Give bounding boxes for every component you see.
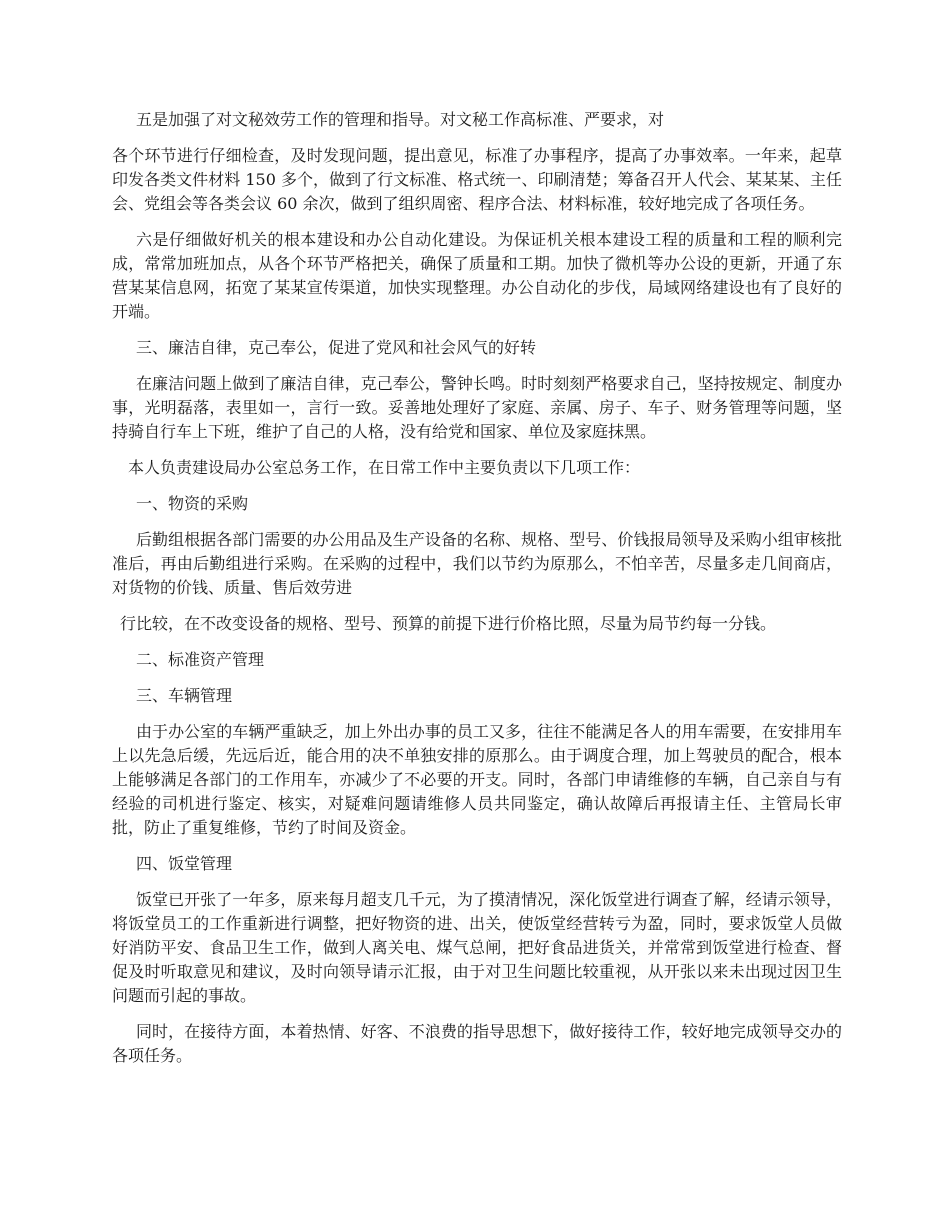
paragraph-reception: 同时，在接待方面，本着热情、好客、不浪费的指导思想下，做好接待工作，较好地完成领导交办的各项任务。 — [112, 1022, 842, 1065]
document-page — [112, 108, 842, 1080]
paragraph-office-automation: 六是仔细做好机关的根本建设和办公自动化建设。为保证机关根本建设工程的质量和工程的顺利完成，常常加班加点，从各个环节严格把关，确保了质量和工期。加快了微机等办公设的更新，开通了东营某某信息网，拓宽了某某宣传渠道，加快实现整理。办公自动化的步伐，局域网络建设也有了良好的开端。 — [112, 230, 842, 321]
paragraph-procurement: 后勤组根据各部门需要的办公用品及生产设备的名称、规格、型号、价钱报局领导及采购小组审核批准后，再由后勤组进行采购。在采购的过程中，我们以节约为原那么，不怕辛苦，尽量多走几间商店，对货物的价钱、质量、售后效劳进 — [112, 530, 842, 597]
paragraph-secretarial-details: 各个环节进行仔细检查，及时发现问题，提出意见，标准了办事程序，提高了办事效率。一年来，起草印发各类文件材料 150 多个，做到了行文标准、格式统一、印刷清楚；筹备召开人代会、某某某、主任会、党组会等各类会议 60 余次，做到了组织周密、程序合法、材料标准，较好地完成了各项任务。 — [112, 146, 842, 213]
paragraph-canteen-management: 饭堂已开张了一年多，原来每月超支几千元，为了摸清情况，深化饭堂进行调查了解，经请示领导，将饭堂员工的工作重新进行调整，把好物资的进、出关，使饭堂经营转亏为盈，同时，要求饭堂人员做好消防平安、食品卫生工作，做到人离关电、煤气总闸，把好食品进货关，并常常到饭堂进行检查、督促及时听取意见和建议，及时向领导请示汇报，由于对卫生问题比较重视，从开张以来未出现过因卫生问题而引起的事故。 — [112, 890, 842, 1005]
section-heading-vehicle-management: 三、车辆管理 — [136, 686, 233, 705]
paragraph-vehicle-management: 由于办公室的车辆严重缺乏，加上外出办事的员工又多，往往不能满足各人的用车需要，在安排用车上以先急后缓，先远后近，能合用的决不单独安排的原那么。由于调度合理，加上驾驶员的配合，根本上能够满足各部门的工作用车，亦减少了不必要的开支。同时，各部门申请维修的车辆，自己亲自与有经验的司机进行鉴定、核实，对疑难问题请维修人员共同鉴定，确认故障后再报请主任、主管局长审批，防止了重复维修，节约了时间及资金。 — [112, 722, 842, 837]
section-heading-procurement: 一、物资的采购 — [136, 494, 249, 513]
paragraph-price-comparison: 行比较，在不改变设备的规格、型号、预算的前提下进行价格比照，尽量为局节约每一分钱。 — [120, 614, 777, 633]
section-heading-canteen-management: 四、饭堂管理 — [136, 854, 233, 873]
paragraph-general-affairs-intro: 本人负责建设局办公室总务工作，在日常工作中主要负责以下几项工作： — [128, 458, 641, 477]
section-heading-asset-management: 二、标准资产管理 — [136, 650, 265, 669]
paragraph-secretarial-service: 五是加强了对文秘效劳工作的管理和指导。对文秘工作高标准、严要求，对 — [136, 110, 665, 129]
section-heading-integrity: 三、廉洁自律，克己奉公，促进了党风和社会风气的好转 — [136, 338, 537, 357]
paragraph-integrity: 在廉洁问题上做到了廉洁自律，克己奉公，警钟长鸣。时时刻刻严格要求自己，坚持按规定、制度办事，光明磊落，表里如一，言行一致。妥善地处理好了家庭、亲属、房子、车子、财务管理等问题，坚持骑自行车上下班，维护了自己的人格，没有给党和国家、单位及家庭抹黑。 — [112, 374, 842, 441]
